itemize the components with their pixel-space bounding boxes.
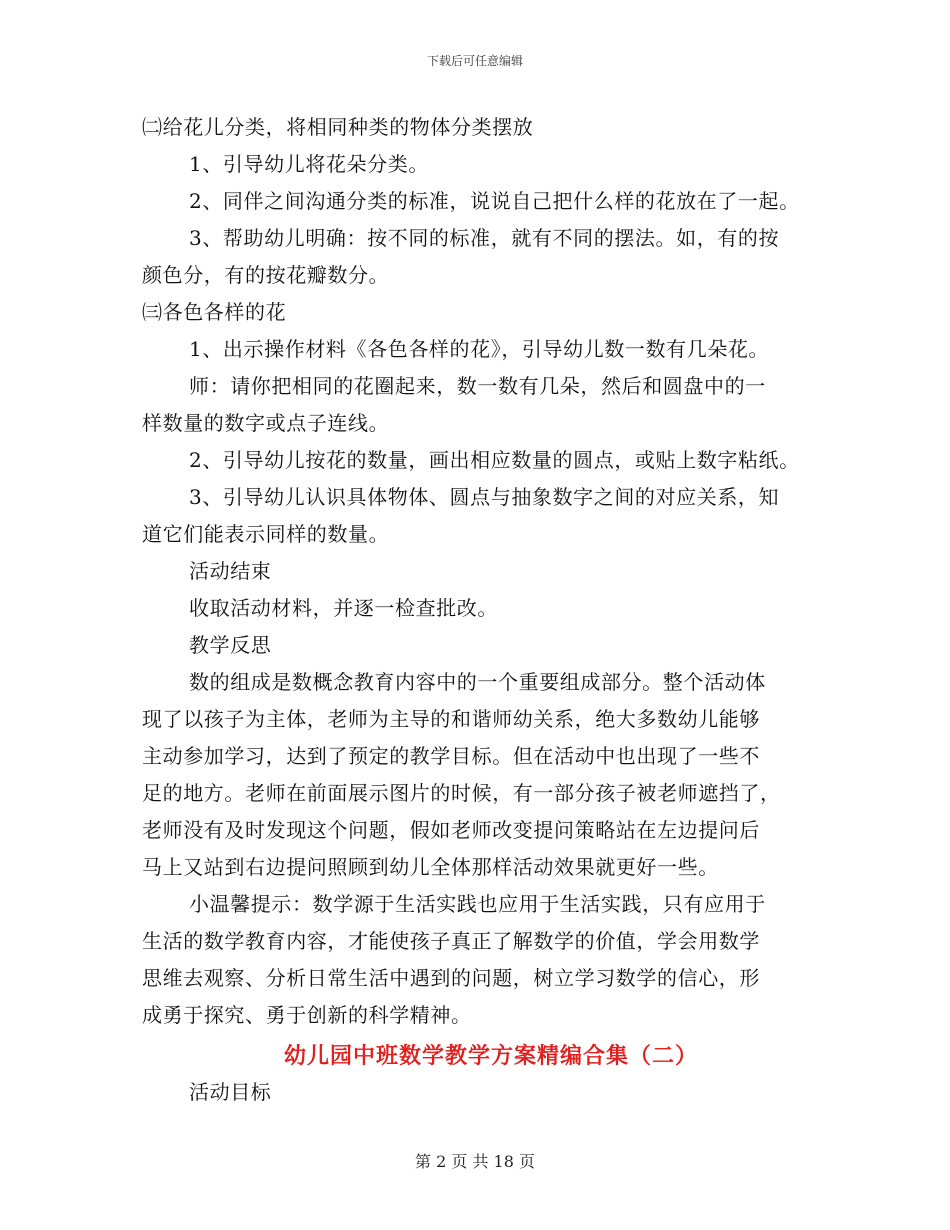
paragraph-line: ㈡给花儿分类，将相同种类的物体分类摆放 (142, 115, 534, 139)
paragraph-line: 收取活动材料，并逐一检查批改。 (189, 596, 498, 620)
paragraph-line: 2、引导幼儿按花的数量，画出相应数量的圆点，或贴上数字粘纸。 (189, 448, 800, 472)
paragraph-line: 足的地方。老师在前面展示图片的时候，有一部分孩子被老师遮挡了， (142, 781, 781, 805)
paragraph-line: 数的组成是数概念教育内容中的一个重要组成部分。整个活动体 (189, 670, 766, 694)
paragraph-line: 颜色分，有的按花瓣数分。 (142, 263, 390, 287)
paragraph-line: 3、引导幼儿认识具体物体、圆点与抽象数字之间的对应关系，知 (189, 485, 780, 509)
section-title: 幼儿园中班数学教学方案精编合集（二） (283, 1043, 698, 1069)
paragraph-line: 现了以孩子为主体，老师为主导的和谐师幼关系，绝大多数幼儿能够 (142, 707, 760, 731)
paragraph-line: 老师没有及时发现这个问题，假如老师改变提问策略站在左边提问后 (142, 818, 760, 842)
paragraph-line: 3、帮助幼儿明确：按不同的标准，就有不同的摆法。如，有的按 (189, 226, 780, 250)
paragraph-line: 2、同伴之间沟通分类的标准，说说自己把什么样的花放在了一起。 (189, 189, 800, 213)
header-note: 下载后可任意编辑 (426, 54, 523, 68)
paragraph-line: 1、出示操作材料《各色各样的花》，引导幼儿数一数有几朵花。 (189, 337, 770, 361)
subheading-activity-goals: 活动目标 (189, 1080, 272, 1104)
paragraph-line: 思维去观察、分析日常生活中遇到的问题，树立学习数学的信心，形 (142, 966, 760, 990)
page-number: 第 2 页 共 18 页 (415, 1152, 535, 1171)
paragraph-line: 样数量的数字或点子连线。 (142, 411, 390, 435)
subheading-reflection: 教学反思 (189, 633, 272, 657)
paragraph-line: 马上又站到右边提问照顾到幼儿全体那样活动效果就更好一些。 (142, 855, 719, 879)
paragraph-line: 生活的数学教育内容，才能使孩子真正了解数学的价值，学会用数学 (142, 929, 760, 953)
paragraph-line: 成勇于探究、勇于创新的科学精神。 (142, 1003, 472, 1027)
subheading-activity-end: 活动结束 (189, 559, 272, 583)
paragraph-line: ㈢各色各样的花 (142, 300, 287, 324)
paragraph-line: 师：请你把相同的花圈起来，数一数有几朵，然后和圆盘中的一 (189, 374, 766, 398)
paragraph-line: 小温馨提示：数学源于生活实践也应用于生活实践，只有应用于 (189, 892, 766, 916)
paragraph-line: 主动参加学习，达到了预定的教学目标。但在活动中也出现了一些不 (142, 744, 760, 768)
paragraph-line: 道它们能表示同样的数量。 (142, 522, 390, 546)
paragraph-line: 1、引导幼儿将花朵分类。 (189, 152, 429, 176)
document-body (142, 109, 832, 1111)
